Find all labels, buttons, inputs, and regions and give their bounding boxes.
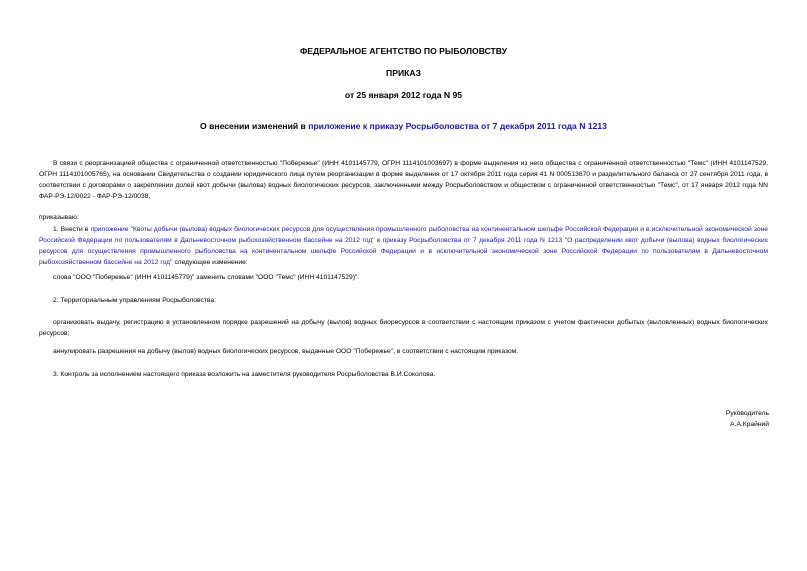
- item-1-middle: к: [374, 237, 383, 244]
- signature-name: А.А.Крайний: [730, 421, 769, 428]
- item-1-appendix-link[interactable]: приложение "Квоты добычи (вылова) водных биологических ресурсов для осуществления промышленного рыболовства на континентальном шельфе Российской Федерации и в исключительной экономической зоне Российской Федерации по пользователям в Дальневосточном рыбохозяйственном бассейне на 2012 год": [39, 226, 768, 244]
- document-type-heading: ПРИКАЗ: [386, 68, 421, 78]
- intro-paragraph: В связи с реорганизацией общества с ограниченной ответственностью "Побережье" (ИНН 4101145779, ОГРН 1114101003697) в форме выделения из него общества с ограниченной ответственностью "Темс" (ИНН 4101147529, ОГРН 1114101005765), на основании Свидетельства о создании юридического лица путем реорганизации в форме выделения от 17 октября 2011 года серия 41 N 000513670 и разделительного баланса от 27 сентября 2011 года, в соответствии с договорами о закреплении долей квот добычи (вылова) водных биологических ресурсов, заключенными между Росрыболовством и обществом с ограниченной ответственностью "Темс", от 17 января 2012 года NN ФАР-РЭ-12/0022 - ФАР-РЭ-12/0038,: [39, 160, 768, 200]
- item-2-paragraph: 2. Территориальным управлениям Росрыболовства:: [53, 297, 216, 304]
- item-1-suffix: следующее изменение:: [172, 259, 248, 266]
- item-1-order-link[interactable]: приказу Росрыболовства от 7 декабря 2011 года N 1213 "О распределении квот добычи (вылова) водных биологических ресурсов для осуществления промышленного рыболовства на континентальном шельфе Российской Федерации и в исключительной экономической зоне Российской Федерации по пользователям в Дальневосточном рыбохозяйственном бассейне на 2012 год": [39, 237, 768, 266]
- decree-word: приказываю:: [39, 214, 79, 221]
- replace-paragraph: слова "ООО "Побережье" (ИНН 4101145779)" заменить словами "ООО "Темс" (ИНН 4101147529)".: [53, 274, 360, 281]
- signature-position: Руководитель: [725, 410, 769, 417]
- document-date: от 25 января 2012 года N 95: [344, 90, 463, 100]
- title-link[interactable]: приложение к приказу Росрыболовства от 7 декабря 2011 года N 1213: [308, 121, 607, 131]
- item-1-prefix: 1. Внести в: [53, 226, 91, 233]
- title-prefix: О внесении изменений в: [200, 121, 309, 131]
- item-3-paragraph: 3. Контроль за исполнением настоящего приказа возложить на заместителя руководителя Росрыболовства В.И.Соколова.: [53, 371, 436, 378]
- agency-heading: ФЕДЕРАЛЬНОЕ АГЕНТСТВО ПО РЫБОЛОВСТВУ: [299, 46, 508, 56]
- cancel-paragraph: аннулировать разрешения на добычу (вылов) водных биологических ресурсов, выданные ООО "Побережье", в соответствии с настоящим приказом.: [53, 348, 519, 355]
- signature-block: [726, 408, 769, 430]
- organize-paragraph: организовать выдачу, регистрацию в установленном порядке разрешений на добычу (вылов) водных биоресурсов в соответствии с настоящим приказом с учетом фактически добытых (выловленных) водных биологических ресурсов;: [39, 319, 768, 337]
- item-1-paragraph: [39, 224, 768, 268]
- document-title: [0, 121, 807, 132]
